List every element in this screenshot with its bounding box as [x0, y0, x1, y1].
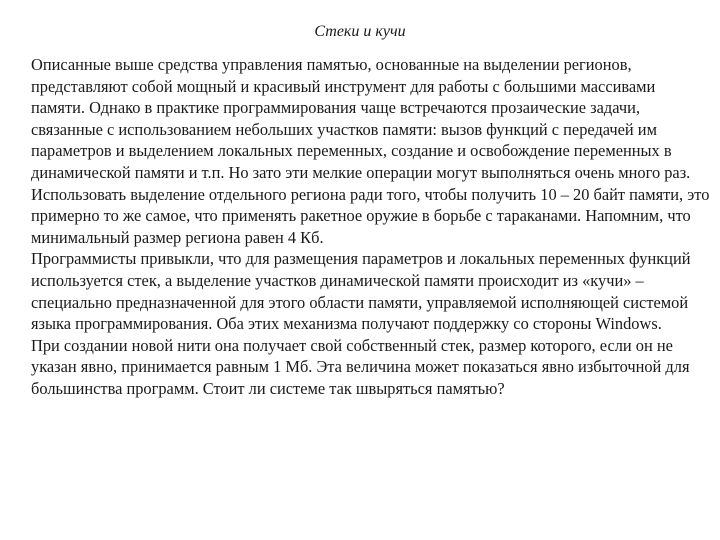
paragraph-thread-stack: При создании новой нити она получает свой собственный стек, размер которого, если он не указан явно, принимается равным 1 Мб. Эта величина может показаться явно избыточной для большинства программ. Стоит ли системе так швыряться памятью?: [31, 335, 690, 398]
paragraph-stack-heap: Программисты привыкли, что для размещения параметров и локальных переменных функций используется стек, а выделение участков динамической памяти происходит из «кучи» – специально предназначенной для этого области памяти, управляемой исполняющей системой языка программирования. Оба этих механизма получают поддержку со стороны Windows.: [31, 249, 691, 334]
slide-body: [31, 54, 711, 400]
slide-title: Стеки и кучи: [314, 23, 406, 40]
paragraph-regions: Описанные выше средства управления памятью, основанные на выделении регионов, представляют собой мощный и красивый инструмент для работы с большими массивами памяти. Однако в практике программирования чаще встречаются прозаические задачи, связанные с использованием небольших участков памяти: вызов функций с передачей им параметров и выделением локальных переменных, создание и освобождение переменных в динамической памяти и т.п. Но зато эти мелкие операции могут выполняться очень много раз. Использовать выделение отдельного региона ради того, чтобы получить 10 – 20 байт памяти, это примерно то же самое, что применять ракетное оружие в борьбе с тараканами. Напомним, что минимальный размер региона равен 4 Кб.: [31, 55, 710, 247]
